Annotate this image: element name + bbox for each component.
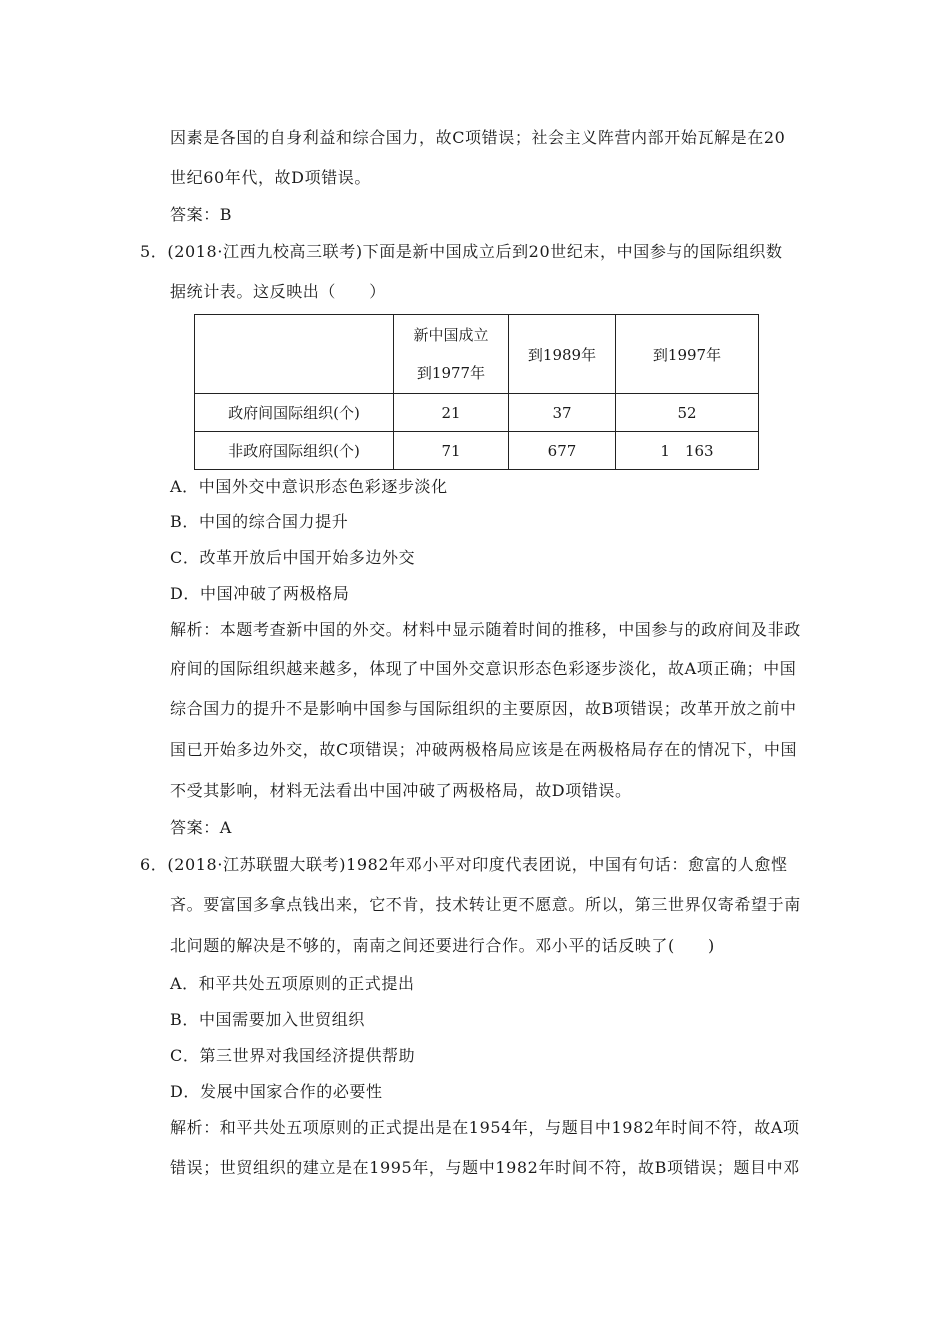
- table-row-label: 非政府国际组织(个): [195, 432, 394, 470]
- option-d: D．中国冲破了两极格局: [170, 584, 350, 603]
- table-header-line: 新中国成立: [413, 326, 489, 344]
- table-cell: 21: [394, 394, 509, 432]
- answer-line: 答案：A: [170, 818, 232, 837]
- explanation-line: 错误；世贸组织的建立是在1995年，与题中1982年时间不符，故B项错误；题目中邓: [170, 1158, 800, 1177]
- statistics-table: [194, 314, 759, 470]
- table-header-cell: [195, 315, 394, 394]
- text-line: 世纪60年代，故D项错误。: [170, 168, 371, 187]
- explanation-line: 解析：本题考查新中国的外交。材料中显示随着时间的推移，中国参与的政府间及非政: [170, 620, 801, 639]
- question-5-stem: 5．(2018·江西九校高三联考)下面是新中国成立后到20世纪末，中国参与的国际组织数: [140, 242, 783, 261]
- option-b: B．中国需要加入世贸组织: [170, 1010, 365, 1029]
- table-header-cell: 到1989年: [509, 315, 616, 394]
- table-cell: 71: [394, 432, 509, 470]
- table-header-line: 到1977年: [416, 364, 486, 382]
- question-6-stem: 吝。要富国多拿点钱出来，它不肯，技术转让更不愿意。所以，第三世界仅寄希望于南: [170, 895, 801, 914]
- question-6-stem: 6．(2018·江苏联盟大联考)1982年邓小平对印度代表团说，中国有句话：愈富的人愈悭: [140, 855, 788, 874]
- option-c: C．第三世界对我国经济提供帮助: [170, 1046, 416, 1065]
- option-a: A．中国外交中意识形态色彩逐步淡化: [170, 477, 448, 496]
- explanation-line: 综合国力的提升不是影响中国参与国际组织的主要原因，故B项错误；改革开放之前中: [170, 699, 797, 718]
- table-row: [195, 394, 759, 432]
- explanation-line: 不受其影响，材料无法看出中国冲破了两极格局，故D项错误。: [170, 781, 632, 800]
- answer-line: 答案：B: [170, 205, 233, 224]
- table-cell: 37: [509, 394, 616, 432]
- text-line: 因素是各国的自身利益和综合国力，故C项错误；社会主义阵营内部开始瓦解是在20: [170, 128, 786, 147]
- table-cell: 677: [509, 432, 616, 470]
- table-row: [195, 432, 759, 470]
- option-b: B．中国的综合国力提升: [170, 512, 349, 531]
- option-c: C．改革开放后中国开始多边外交: [170, 548, 416, 567]
- table-cell: 1 163: [616, 432, 759, 470]
- question-6-stem: 北问题的解决是不够的，南南之间还要进行合作。邓小平的话反映了( ): [170, 936, 715, 955]
- table-header-row: [195, 315, 759, 394]
- explanation-line: 解析：和平共处五项原则的正式提出是在1954年，与题目中1982年时间不符，故A项: [170, 1118, 800, 1137]
- table-header-cell: [394, 315, 509, 394]
- question-5-stem: 据统计表。这反映出（ ）: [170, 282, 386, 301]
- table-header-cell: 到1997年: [616, 315, 759, 394]
- option-d: D．发展中国家合作的必要性: [170, 1082, 383, 1101]
- table-row-label: 政府间国际组织(个): [195, 394, 394, 432]
- option-a: A．和平共处五项原则的正式提出: [170, 974, 415, 993]
- table-cell: 52: [616, 394, 759, 432]
- explanation-line: 府间的国际组织越来越多，体现了中国外交意识形态色彩逐步淡化，故A项正确；中国: [170, 659, 797, 678]
- explanation-line: 国已开始多边外交，故C项错误；冲破两极格局应该是在两极格局存在的情况下，中国: [170, 740, 798, 759]
